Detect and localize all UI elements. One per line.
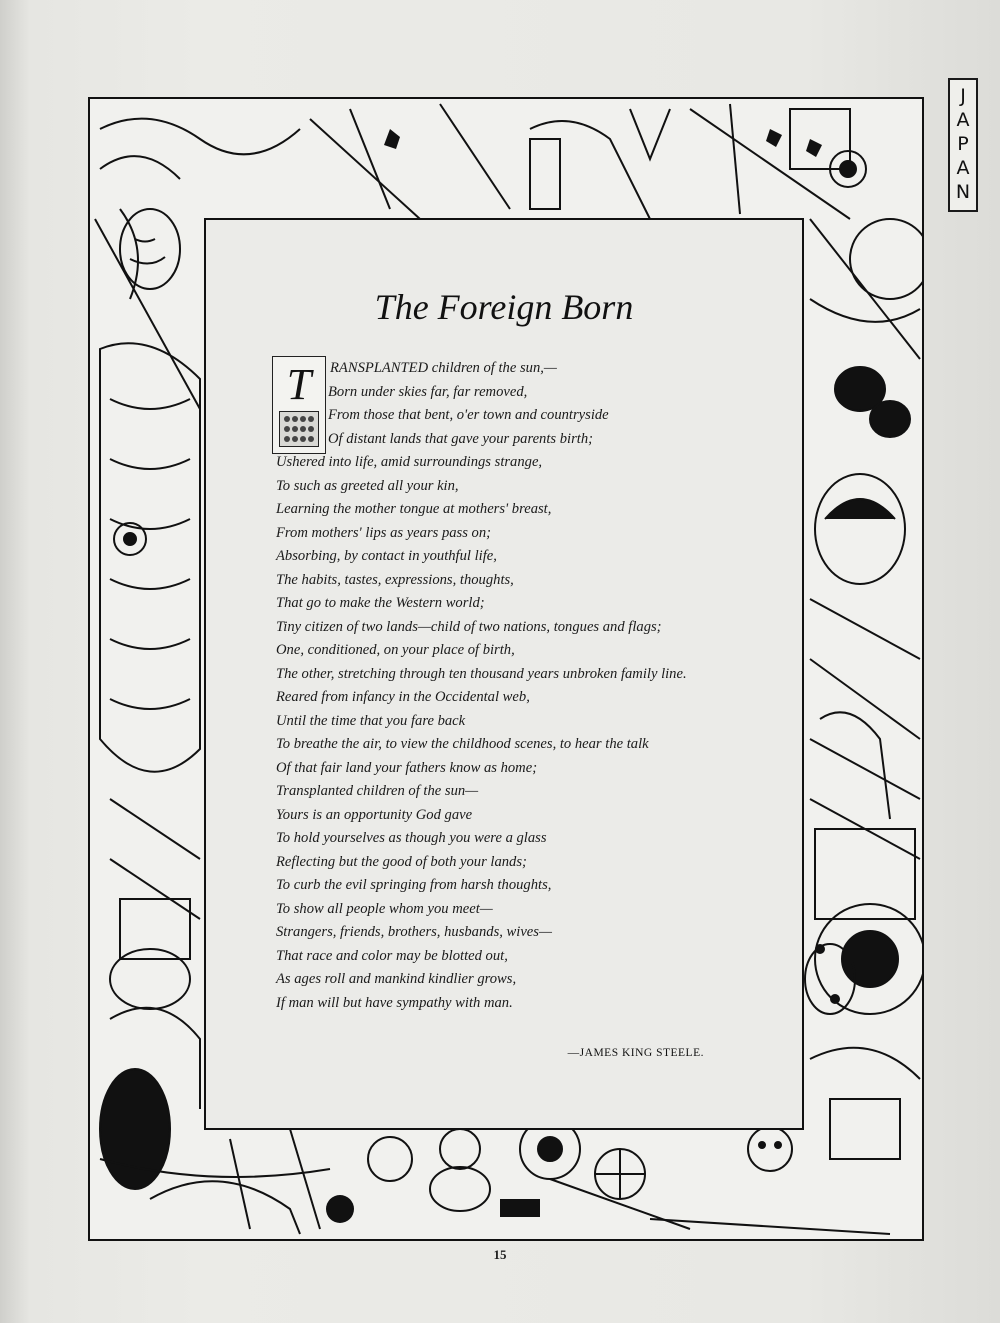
poem-line: Strangers, friends, brothers, husbands, wives— <box>276 924 552 940</box>
page-number: 15 <box>493 1247 507 1262</box>
section-tab-label: JAPAN <box>952 85 974 205</box>
poem-line: RANSPLANTED children of the sun,— <box>330 360 557 376</box>
poem-panel <box>204 218 804 1130</box>
poem-line: The habits, tastes, expressions, thoughts, <box>276 571 514 588</box>
poem-line: Born under skies far, far removed, <box>328 383 528 400</box>
poem-line: Transplanted children of the sun— <box>276 783 479 799</box>
poem-line: The other, stretching through ten thousand years unbroken family line. <box>276 665 687 682</box>
poem-line: Yours is an opportunity God gave <box>276 806 473 823</box>
poem-line: Reflecting but the good of both your lands; <box>276 853 527 870</box>
drop-cap-letter: T <box>286 360 312 409</box>
poem-title: The Foreign Born <box>374 287 634 327</box>
poem-line: To such as greeted all your kin, <box>276 477 459 494</box>
poem-line: From those that bent, o'er town and countryside <box>328 407 609 423</box>
poem-line: To hold yourselves as though you were a glass <box>276 830 547 846</box>
poem-line: To show all people whom you meet— <box>276 900 493 917</box>
poem-line: Until the time that you fare back <box>276 712 466 729</box>
poem-line: Reared from infancy in the Occidental web, <box>276 689 530 705</box>
poem-line: Tiny citizen of two lands—child of two nations, tongues and flags; <box>276 618 662 635</box>
poem-line: From mothers' lips as years pass on; <box>276 524 492 541</box>
poem-line: Of that fair land your fathers know as home; <box>276 759 538 776</box>
poem-author: —JAMES KING STEELE. <box>567 1047 704 1059</box>
poem-line: That go to make the Western world; <box>276 595 485 611</box>
poem-line: To breathe the air, to view the childhood scenes, to hear the talk <box>276 736 649 752</box>
poem-line: One, conditioned, on your place of birth, <box>276 642 515 658</box>
poem-line: Of distant lands that gave your parents birth; <box>328 430 593 447</box>
poem-line: Learning the mother tongue at mothers' breast, <box>276 501 552 517</box>
poem-line: Ushered into life, amid surroundings strange, <box>276 454 543 470</box>
poem-line: That race and color may be blotted out, <box>276 947 508 964</box>
poem-body <box>276 357 776 1015</box>
poem-line: Absorbing, by contact in youthful life, <box>276 548 497 564</box>
poem-line: To curb the evil springing from harsh thoughts, <box>276 877 552 893</box>
poem-line: If man will but have sympathy with man. <box>276 994 513 1011</box>
section-tab-japan <box>948 78 978 212</box>
poem-line: As ages roll and mankind kindlier grows, <box>276 971 517 987</box>
